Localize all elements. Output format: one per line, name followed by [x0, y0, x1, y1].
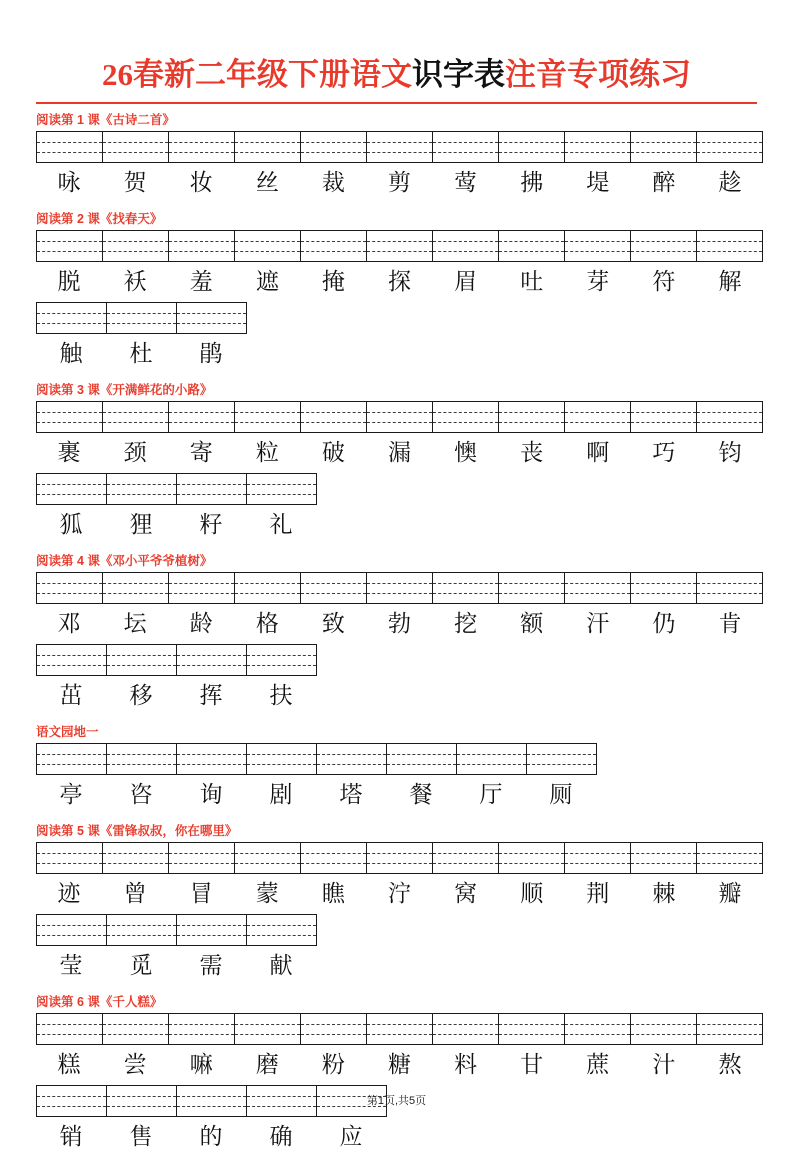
pinyin-write-row[interactable] — [36, 914, 763, 946]
pinyin-cell[interactable] — [433, 401, 499, 433]
pinyin-cell[interactable] — [499, 131, 565, 163]
character-cell: 致 — [321, 611, 345, 637]
pinyin-cell[interactable] — [697, 842, 763, 874]
pinyin-cell[interactable] — [527, 743, 597, 775]
character-row — [36, 262, 763, 302]
character-cell: 粒 — [255, 440, 279, 466]
pinyin-cell[interactable] — [103, 1013, 169, 1045]
character-cell: 咏 — [57, 170, 81, 196]
character-row — [36, 1045, 763, 1085]
character-cell: 茁 — [59, 683, 83, 709]
pinyin-cell[interactable] — [107, 914, 177, 946]
pinyin-write-row[interactable] — [36, 131, 763, 163]
pinyin-cell[interactable] — [37, 743, 107, 775]
character-row — [36, 676, 763, 716]
character-cell: 扶 — [269, 683, 293, 709]
page-footer: 第1页,共5页 — [366, 1095, 427, 1107]
character-cell: 蒙 — [255, 881, 279, 907]
pinyin-cell[interactable] — [103, 401, 169, 433]
character-cell: 瓣 — [718, 881, 742, 907]
pinyin-cell[interactable] — [37, 131, 103, 163]
pinyin-cell[interactable] — [499, 1013, 565, 1045]
character-cell: 裁 — [321, 170, 345, 196]
sections-container — [30, 113, 763, 1157]
pinyin-cell[interactable] — [433, 131, 499, 163]
pinyin-cell[interactable] — [169, 1013, 235, 1045]
character-cell: 料 — [454, 1052, 478, 1078]
character-cell: 妆 — [189, 170, 213, 196]
character-cell: 献 — [269, 953, 293, 979]
pinyin-cell[interactable] — [433, 230, 499, 262]
pinyin-cell[interactable] — [565, 572, 631, 604]
pinyin-write-row[interactable] — [36, 743, 763, 775]
title-part-2: 识字表 — [412, 57, 505, 92]
section-heading: 阅读第 3 课《开满鲜花的小路》 — [36, 383, 213, 398]
pinyin-write-row[interactable] — [36, 1013, 763, 1045]
pinyin-cell[interactable] — [301, 401, 367, 433]
pinyin-cell[interactable] — [565, 842, 631, 874]
character-row — [36, 775, 763, 815]
character-cell: 丧 — [520, 440, 544, 466]
pinyin-cell[interactable] — [169, 401, 235, 433]
character-cell: 挖 — [454, 611, 478, 637]
character-cell: 甘 — [520, 1052, 544, 1078]
pinyin-write-row[interactable] — [36, 572, 763, 604]
character-cell: 羞 — [189, 269, 213, 295]
character-row — [36, 505, 763, 545]
character-cell: 额 — [520, 611, 544, 637]
pinyin-cell[interactable] — [317, 743, 387, 775]
character-cell: 肯 — [718, 611, 742, 637]
pinyin-cell[interactable] — [499, 401, 565, 433]
pinyin-cell[interactable] — [235, 842, 301, 874]
pinyin-cell[interactable] — [37, 842, 103, 874]
character-row — [36, 874, 763, 914]
section-heading: 阅读第 2 课《找春天》 — [36, 212, 163, 227]
pinyin-cell[interactable] — [37, 644, 107, 676]
pinyin-cell[interactable] — [177, 644, 247, 676]
pinyin-cell[interactable] — [697, 1013, 763, 1045]
pinyin-cell[interactable] — [103, 572, 169, 604]
character-cell: 移 — [129, 683, 153, 709]
character-row — [36, 946, 763, 986]
character-cell: 冒 — [189, 881, 213, 907]
character-cell: 狸 — [129, 512, 153, 538]
pinyin-cell[interactable] — [247, 644, 317, 676]
character-cell: 应 — [339, 1124, 363, 1150]
pinyin-write-row[interactable] — [36, 401, 763, 433]
pinyin-cell[interactable] — [247, 473, 317, 505]
character-cell: 尝 — [123, 1052, 147, 1078]
section-heading: 阅读第 5 课《雷锋叔叔，你在哪里》 — [36, 824, 238, 839]
character-cell: 销 — [59, 1124, 83, 1150]
pinyin-cell[interactable] — [631, 401, 697, 433]
character-cell: 触 — [59, 341, 83, 367]
character-cell: 询 — [199, 782, 223, 808]
character-cell: 裹 — [57, 440, 81, 466]
character-cell: 汗 — [586, 611, 610, 637]
pinyin-cell[interactable] — [301, 131, 367, 163]
character-cell: 啊 — [586, 440, 610, 466]
character-cell: 遮 — [255, 269, 279, 295]
character-cell: 寄 — [189, 440, 213, 466]
pinyin-write-row[interactable] — [36, 842, 763, 874]
pinyin-cell[interactable] — [631, 230, 697, 262]
character-cell: 鹃 — [199, 341, 223, 367]
pinyin-cell[interactable] — [301, 572, 367, 604]
pinyin-write-row[interactable] — [36, 473, 763, 505]
character-cell: 泞 — [388, 881, 412, 907]
pinyin-cell[interactable] — [367, 572, 433, 604]
character-cell: 袄 — [123, 269, 147, 295]
character-cell: 挥 — [199, 683, 223, 709]
pinyin-cell[interactable] — [631, 842, 697, 874]
pinyin-cell[interactable] — [697, 230, 763, 262]
pinyin-cell[interactable] — [37, 302, 107, 334]
character-cell: 剪 — [388, 170, 412, 196]
pinyin-cell[interactable] — [697, 401, 763, 433]
pinyin-cell[interactable] — [37, 473, 107, 505]
section-heading: 语文园地一 — [36, 725, 99, 740]
character-cell: 磨 — [255, 1052, 279, 1078]
character-cell: 熬 — [718, 1052, 742, 1078]
character-cell: 破 — [321, 440, 345, 466]
pinyin-cell[interactable] — [433, 1013, 499, 1045]
character-cell: 巧 — [652, 440, 676, 466]
pinyin-write-row[interactable] — [36, 302, 763, 334]
pinyin-cell[interactable] — [103, 131, 169, 163]
character-cell: 格 — [255, 611, 279, 637]
pinyin-cell[interactable] — [631, 131, 697, 163]
pinyin-cell[interactable] — [367, 230, 433, 262]
pinyin-cell[interactable] — [301, 842, 367, 874]
character-cell: 汁 — [652, 1052, 676, 1078]
pinyin-cell[interactable] — [37, 1013, 103, 1045]
pinyin-cell[interactable] — [235, 131, 301, 163]
character-cell: 懊 — [454, 440, 478, 466]
character-cell: 勃 — [388, 611, 412, 637]
pinyin-cell[interactable] — [37, 572, 103, 604]
character-cell: 咨 — [129, 782, 153, 808]
character-cell: 醉 — [652, 170, 676, 196]
character-cell: 亭 — [59, 782, 83, 808]
character-cell: 丝 — [255, 170, 279, 196]
character-cell: 漏 — [388, 440, 412, 466]
character-cell: 厕 — [549, 782, 573, 808]
pinyin-cell[interactable] — [169, 230, 235, 262]
character-cell: 确 — [269, 1124, 293, 1150]
pinyin-cell[interactable] — [499, 572, 565, 604]
pinyin-cell[interactable] — [169, 131, 235, 163]
title-part-1: 26春新二年级下册语文 — [102, 57, 412, 92]
pinyin-cell[interactable] — [565, 401, 631, 433]
pinyin-cell[interactable] — [37, 401, 103, 433]
character-cell: 吐 — [520, 269, 544, 295]
pinyin-cell[interactable] — [107, 743, 177, 775]
pinyin-cell[interactable] — [37, 230, 103, 262]
section-heading: 阅读第 4 课《邓小平爷爷植树》 — [36, 554, 213, 569]
character-cell: 拂 — [520, 170, 544, 196]
character-cell: 粉 — [321, 1052, 345, 1078]
character-cell: 坛 — [123, 611, 147, 637]
pinyin-write-row[interactable] — [36, 644, 763, 676]
pinyin-cell[interactable] — [235, 572, 301, 604]
pinyin-cell[interactable] — [697, 131, 763, 163]
character-cell: 曾 — [123, 881, 147, 907]
pinyin-cell[interactable] — [235, 230, 301, 262]
character-cell: 籽 — [199, 512, 223, 538]
character-cell: 棘 — [652, 881, 676, 907]
pinyin-cell[interactable] — [367, 1013, 433, 1045]
pinyin-cell[interactable] — [107, 302, 177, 334]
pinyin-cell[interactable] — [177, 473, 247, 505]
pinyin-cell[interactable] — [235, 1013, 301, 1045]
character-cell: 解 — [718, 269, 742, 295]
character-cell: 莹 — [59, 953, 83, 979]
pinyin-cell[interactable] — [103, 230, 169, 262]
pinyin-cell[interactable] — [367, 401, 433, 433]
character-cell: 龄 — [189, 611, 213, 637]
pinyin-cell[interactable] — [107, 644, 177, 676]
page-title — [30, 58, 763, 92]
character-cell: 的 — [199, 1124, 223, 1150]
character-row — [36, 334, 763, 374]
pinyin-cell[interactable] — [499, 230, 565, 262]
character-cell: 芽 — [586, 269, 610, 295]
pinyin-cell[interactable] — [169, 572, 235, 604]
character-row — [36, 1117, 763, 1157]
pinyin-write-row[interactable] — [36, 230, 763, 262]
pinyin-cell[interactable] — [457, 743, 527, 775]
pinyin-cell[interactable] — [247, 743, 317, 775]
character-cell: 趁 — [718, 170, 742, 196]
pinyin-cell[interactable] — [301, 230, 367, 262]
pinyin-cell[interactable] — [433, 572, 499, 604]
pinyin-cell[interactable] — [433, 842, 499, 874]
character-cell: 贺 — [123, 170, 147, 196]
character-cell: 瞧 — [321, 881, 345, 907]
title-divider — [36, 102, 757, 104]
character-row — [36, 604, 763, 644]
character-cell: 莺 — [454, 170, 478, 196]
character-cell: 钧 — [718, 440, 742, 466]
character-cell: 嘛 — [189, 1052, 213, 1078]
character-cell: 符 — [652, 269, 676, 295]
pinyin-cell[interactable] — [301, 1013, 367, 1045]
character-cell: 迹 — [57, 881, 81, 907]
pinyin-cell[interactable] — [247, 914, 317, 946]
pinyin-cell[interactable] — [177, 914, 247, 946]
character-cell: 掩 — [321, 269, 345, 295]
character-cell: 剧 — [269, 782, 293, 808]
character-cell: 探 — [388, 269, 412, 295]
pinyin-cell[interactable] — [103, 842, 169, 874]
pinyin-cell[interactable] — [565, 131, 631, 163]
pinyin-cell[interactable] — [37, 914, 107, 946]
character-cell: 邓 — [57, 611, 81, 637]
character-cell: 糕 — [57, 1052, 81, 1078]
pinyin-cell[interactable] — [697, 572, 763, 604]
pinyin-cell[interactable] — [177, 743, 247, 775]
character-row — [36, 433, 763, 473]
character-cell: 仍 — [652, 611, 676, 637]
pinyin-cell[interactable] — [565, 230, 631, 262]
character-cell: 厅 — [479, 782, 503, 808]
character-cell: 餐 — [409, 782, 433, 808]
character-cell: 窝 — [454, 881, 478, 907]
character-cell: 礼 — [269, 512, 293, 538]
pinyin-cell[interactable] — [499, 842, 565, 874]
character-cell: 眉 — [454, 269, 478, 295]
character-cell: 荆 — [586, 881, 610, 907]
character-cell: 狐 — [59, 512, 83, 538]
pinyin-cell[interactable] — [177, 302, 247, 334]
pinyin-cell[interactable] — [235, 401, 301, 433]
pinyin-cell[interactable] — [367, 842, 433, 874]
character-cell: 蔗 — [586, 1052, 610, 1078]
section-heading: 阅读第 6 课《千人糕》 — [36, 995, 163, 1010]
pinyin-cell[interactable] — [169, 842, 235, 874]
character-cell: 顺 — [520, 881, 544, 907]
character-cell: 塔 — [339, 782, 363, 808]
pinyin-cell[interactable] — [565, 1013, 631, 1045]
character-cell: 杜 — [129, 341, 153, 367]
character-cell: 觅 — [129, 953, 153, 979]
character-cell: 糖 — [388, 1052, 412, 1078]
character-row — [36, 163, 763, 203]
section-heading: 阅读第 1 课《古诗二首》 — [36, 113, 175, 128]
character-cell: 颈 — [123, 440, 147, 466]
pinyin-cell[interactable] — [107, 473, 177, 505]
title-part-3: 注音专项练习 — [505, 57, 691, 92]
character-cell: 脱 — [57, 269, 81, 295]
character-cell: 需 — [199, 953, 223, 979]
pinyin-cell[interactable] — [367, 131, 433, 163]
character-cell: 售 — [129, 1124, 153, 1150]
character-cell: 堤 — [586, 170, 610, 196]
pinyin-cell[interactable] — [631, 572, 697, 604]
pinyin-cell[interactable] — [387, 743, 457, 775]
pinyin-cell[interactable] — [631, 1013, 697, 1045]
